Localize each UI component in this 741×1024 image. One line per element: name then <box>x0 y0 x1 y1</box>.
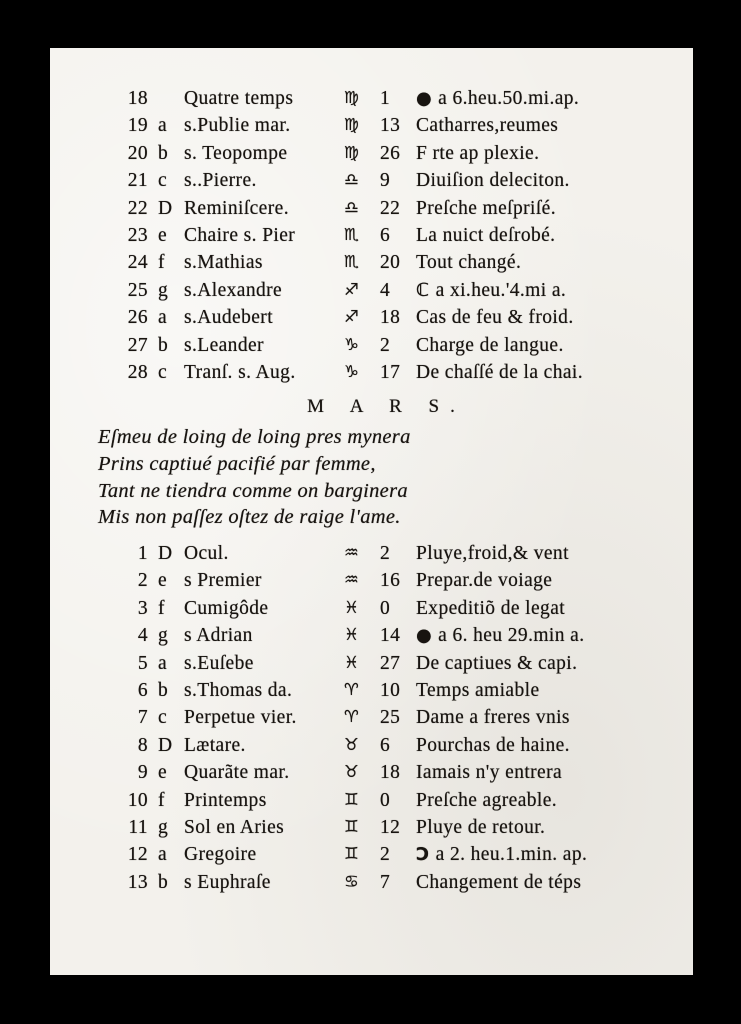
calendar-row <box>50 817 693 844</box>
prediction-text: ℂ a xi.heu.'4.mi a. <box>416 279 567 301</box>
sagittarius-icon: ♐ <box>344 279 360 299</box>
prediction-text: Cas de feu & froid. <box>416 307 574 329</box>
prediction-text: Temps amiable <box>416 679 540 701</box>
dominical-letter: b <box>158 679 169 701</box>
prediction-text: Iamais n'y entrera <box>416 762 563 784</box>
day-number: 10 <box>127 789 148 811</box>
day-number: 22 <box>127 197 148 219</box>
calendar-row <box>50 543 693 570</box>
dominical-letter: a <box>158 307 168 329</box>
day-number: 6 <box>137 679 148 701</box>
pisces-icon: ♓ <box>344 625 360 645</box>
day-number: 11 <box>128 816 148 838</box>
day-number: 1 <box>137 543 148 564</box>
feast-name: Quarãte mar. <box>184 762 290 784</box>
day-number: 2 <box>137 570 148 592</box>
verse-line: Mis non paſſez oſtez de raige l'ame. <box>98 506 401 529</box>
moon-degree: 27 <box>380 652 401 674</box>
day-number: 12 <box>127 844 148 866</box>
march-calendar-table <box>50 543 693 899</box>
verse-line: Tant ne tiendra comme on barginera <box>98 479 408 502</box>
feast-name: s. Teopompe <box>184 142 288 164</box>
moon-degree: 6 <box>380 224 391 246</box>
scorpio-icon: ♏ <box>344 252 360 272</box>
prediction-text: De captiues & capi. <box>416 652 578 674</box>
day-number: 8 <box>137 734 148 756</box>
dominical-letter: c <box>158 361 168 383</box>
cancer-icon: ♋ <box>344 871 360 891</box>
verse-line: Eſmeu de loing de loing pres mynera <box>98 426 411 448</box>
moon-degree: 16 <box>380 570 401 592</box>
moon-degree: 13 <box>380 115 401 137</box>
feast-name: s Premier <box>184 570 262 592</box>
sagittarius-icon: ♐ <box>344 307 360 327</box>
day-number: 4 <box>137 625 148 647</box>
calendar-row <box>50 680 693 707</box>
calendar-row <box>50 762 693 789</box>
dominical-letter: e <box>158 570 168 592</box>
feast-name: s Adrian <box>184 625 253 647</box>
prediction-text: Pourchas de haine. <box>416 734 570 756</box>
calendar-row <box>50 335 693 362</box>
prediction-text: De chaſſé de la chai. <box>416 361 584 383</box>
moon-degree: 0 <box>380 789 391 811</box>
day-number: 5 <box>137 652 148 674</box>
moon-degree: 2 <box>380 543 391 564</box>
dominical-letter: b <box>158 871 169 893</box>
day-number: 13 <box>127 871 148 893</box>
gemini-icon: ♊ <box>344 844 360 864</box>
prediction-text: Changement de téps <box>416 871 582 893</box>
prophetic-quatrain <box>98 424 663 531</box>
taurus-icon: ♉ <box>344 762 360 782</box>
dominical-letter: g <box>158 816 169 838</box>
verse-line: Prins captiué pacifié par femme, <box>98 452 376 475</box>
dominical-letter: D <box>158 734 173 756</box>
dominical-letter: a <box>158 844 168 866</box>
calendar-row <box>50 280 693 307</box>
dominical-letter: D <box>158 543 173 564</box>
capricorn-icon: ♑ <box>344 334 360 354</box>
aries-icon: ♈ <box>344 707 360 727</box>
calendar-row <box>50 115 693 142</box>
feast-name: s.Alexandre <box>184 279 283 301</box>
february-calendar-table <box>50 88 693 389</box>
taurus-icon: ♉ <box>344 734 360 754</box>
dominical-letter: c <box>158 170 168 192</box>
first-quarter-moon-icon: ℂ <box>416 279 430 301</box>
calendar-row <box>50 143 693 170</box>
feast-name: Sol en Aries <box>184 816 285 838</box>
feast-name: Lætare. <box>184 734 246 756</box>
feast-name: Printemps <box>184 789 267 811</box>
feast-name: s.Mathias <box>184 252 263 274</box>
feast-name: s.Leander <box>184 334 264 356</box>
prediction-text: Prepar.de voiage <box>416 570 553 592</box>
moon-degree: 6 <box>380 734 391 756</box>
calendar-row <box>50 790 693 817</box>
calendar-row <box>50 653 693 680</box>
calendar-row <box>50 88 693 115</box>
dominical-letter: f <box>158 597 165 619</box>
new-moon-icon: ● <box>416 88 433 109</box>
virgo-icon: ♍ <box>344 88 360 107</box>
feast-name: s.Audebert <box>184 307 274 329</box>
prediction-text: Charge de langue. <box>416 334 564 356</box>
feast-name: Cumigôde <box>184 597 269 619</box>
moon-degree: 20 <box>380 252 401 274</box>
feast-name: s.Publie mar. <box>184 115 291 137</box>
feast-name: Tranſ. s. Aug. <box>184 361 296 383</box>
feast-name: s Euphraſe <box>184 871 271 893</box>
moon-degree: 17 <box>380 361 401 383</box>
day-number: 24 <box>127 252 148 274</box>
moon-degree: 10 <box>380 679 401 701</box>
moon-degree: 2 <box>380 334 391 356</box>
calendar-row <box>50 225 693 252</box>
calendar-row <box>50 625 693 652</box>
dominical-letter: g <box>158 625 169 647</box>
dominical-letter: e <box>158 224 168 246</box>
feast-name: s..Pierre. <box>184 170 257 192</box>
day-number: 3 <box>137 597 148 619</box>
pisces-icon: ♓ <box>344 652 360 672</box>
dominical-letter: f <box>158 252 165 274</box>
feast-name: Chaire s. Pier <box>184 224 296 246</box>
prediction-text: ● a 6. heu 29.min a. <box>416 625 585 647</box>
libra-icon: ♎ <box>344 170 360 190</box>
pisces-icon: ♓ <box>344 597 360 617</box>
day-number: 21 <box>127 170 148 192</box>
moon-degree: 18 <box>380 762 401 784</box>
dominical-letter: b <box>158 334 169 356</box>
calendar-row <box>50 735 693 762</box>
calendar-row <box>50 872 693 899</box>
prediction-text: Pluye de retour. <box>416 816 546 838</box>
aries-icon: ♈ <box>344 679 360 699</box>
moon-degree: 2 <box>380 844 391 866</box>
feast-name: Quatre temps <box>184 88 294 109</box>
dominical-letter: e <box>158 762 168 784</box>
virgo-icon: ♍ <box>344 142 360 162</box>
prediction-text: Pluye,froid,& vent <box>416 543 569 564</box>
dominical-letter: c <box>158 707 168 729</box>
moon-degree: 26 <box>380 142 401 164</box>
prediction-text: Diuiſion deleciton. <box>416 170 570 192</box>
moon-degree: 25 <box>380 707 401 729</box>
calendar-row <box>50 252 693 279</box>
feast-name: s.Thomas da. <box>184 679 293 701</box>
feast-name: Gregoire <box>184 844 257 866</box>
almanac-page <box>50 48 693 975</box>
calendar-row <box>50 170 693 197</box>
calendar-row <box>50 307 693 334</box>
dominical-letter: b <box>158 142 169 164</box>
dominical-letter: D <box>158 197 173 219</box>
moon-degree: 7 <box>380 871 391 893</box>
prediction-text: ● a 6.heu.50.mi.ap. <box>416 88 580 109</box>
moon-degree: 9 <box>380 170 391 192</box>
moon-degree: 12 <box>380 816 401 838</box>
feast-name: Ocul. <box>184 543 229 564</box>
calendar-row <box>50 198 693 225</box>
moon-degree: 4 <box>380 279 391 301</box>
day-number: 28 <box>127 361 148 383</box>
scorpio-icon: ♏ <box>344 224 360 244</box>
moon-degree: 0 <box>380 597 391 619</box>
capricorn-icon: ♑ <box>344 361 360 381</box>
moon-degree: 22 <box>380 197 401 219</box>
prediction-text: Catharres,reumes <box>416 115 559 137</box>
prediction-text: Dame a freres vnis <box>416 707 570 729</box>
calendar-row <box>50 570 693 597</box>
calendar-row <box>50 844 693 871</box>
feast-name: Perpetue vier. <box>184 707 297 729</box>
libra-icon: ♎ <box>344 197 360 217</box>
virgo-icon: ♍ <box>344 115 360 135</box>
day-number: 25 <box>127 279 148 301</box>
day-number: 9 <box>137 762 148 784</box>
day-number: 27 <box>127 334 148 356</box>
moon-degree: 1 <box>380 88 391 109</box>
aquarius-icon: ♒ <box>344 570 360 590</box>
moon-degree: 18 <box>380 307 401 329</box>
prediction-text: La nuict deſrobé. <box>416 224 556 246</box>
dominical-letter: g <box>158 279 169 301</box>
day-number: 20 <box>127 142 148 164</box>
gemini-icon: ♊ <box>344 789 360 809</box>
aquarius-icon: ♒ <box>344 543 360 562</box>
calendar-row <box>50 362 693 389</box>
day-number: 7 <box>137 707 148 729</box>
day-number: 23 <box>127 224 148 246</box>
day-number: 19 <box>127 115 148 137</box>
feast-name: s.Euſebe <box>184 652 254 674</box>
month-header-mars: M A R S. <box>307 396 466 417</box>
moon-degree: 14 <box>380 625 401 647</box>
calendar-row <box>50 598 693 625</box>
day-number: 26 <box>127 307 148 329</box>
prediction-text: F rte ap plexie. <box>416 142 540 164</box>
feast-name: Reminiſcere. <box>184 197 289 219</box>
calendar-row <box>50 707 693 734</box>
day-number: 18 <box>127 88 148 109</box>
prediction-text: Preſche meſpriſé. <box>416 197 556 219</box>
new-moon-icon: ● <box>416 625 433 647</box>
gemini-icon: ♊ <box>344 816 360 836</box>
last-quarter-moon-icon: Ɔ <box>416 844 430 866</box>
prediction-text: Tout changé. <box>416 252 522 274</box>
prediction-text: Ɔ a 2. heu.1.min. ap. <box>416 844 588 866</box>
prediction-text: Expeditiõ de legat <box>416 597 566 619</box>
dominical-letter: a <box>158 115 168 137</box>
prediction-text: Preſche agreable. <box>416 789 558 811</box>
dominical-letter: f <box>158 789 165 811</box>
dominical-letter: a <box>158 652 168 674</box>
